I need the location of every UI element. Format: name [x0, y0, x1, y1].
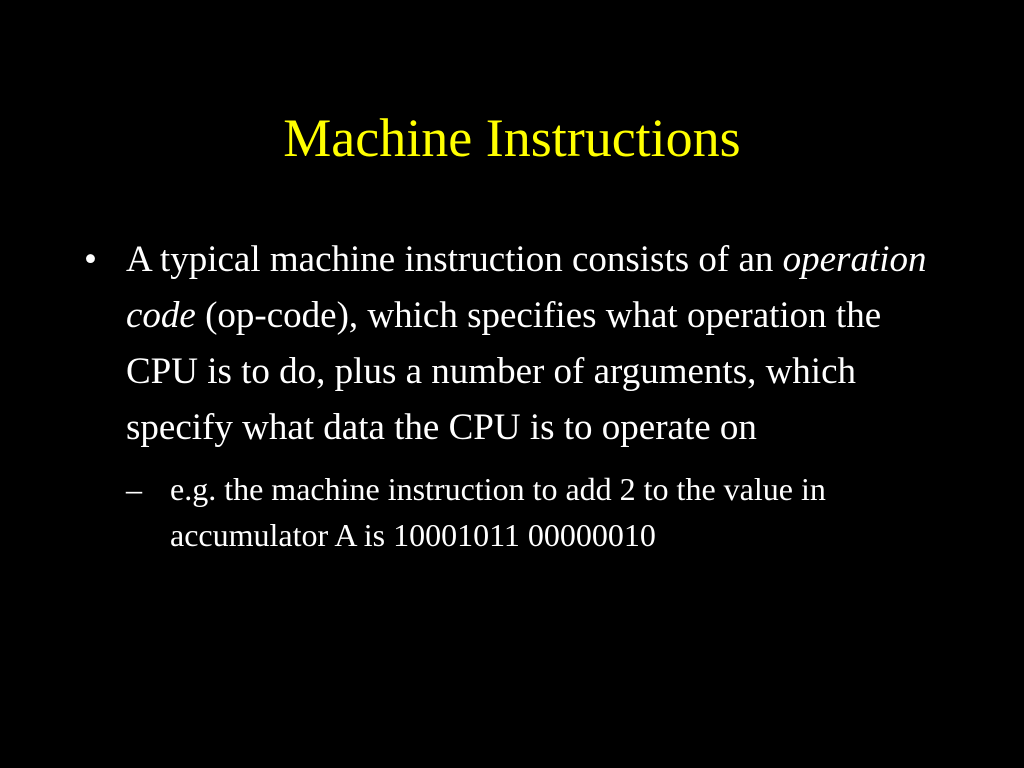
sub-bullet-text: e.g. the machine instruction to add 2 to the value in accumulator A is 10001011 00000010	[170, 471, 826, 553]
slide-title: Machine Instructions	[283, 108, 741, 168]
sub-bullet-list	[126, 466, 944, 558]
bullet-list	[84, 232, 944, 558]
bullet-item	[84, 232, 944, 558]
sub-bullet-marker: –	[126, 471, 142, 507]
bullet-text-after: (op-code), which specifies what operation the CPU is to do, plus a number of arguments, which specify what data the CPU is to operate on	[126, 295, 882, 448]
bullet-text-before: A typical machine instruction consists of an	[126, 239, 783, 280]
sub-bullet-item	[126, 466, 944, 558]
bullet-emphasis-text: operation code	[126, 239, 927, 336]
bullet-marker: •	[84, 239, 97, 280]
